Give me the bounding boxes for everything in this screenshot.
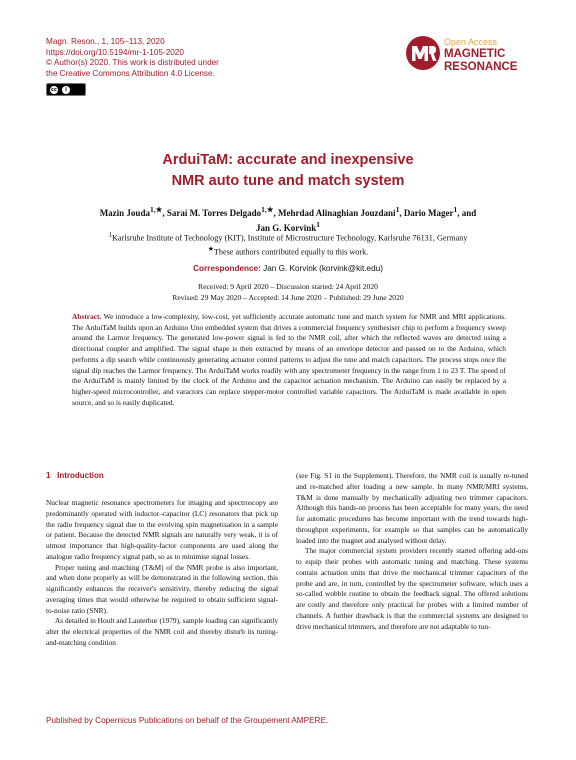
cc-icon: cc: [51, 86, 57, 93]
author-name[interactable]: , Mehrdad Alinaghian Jouzdani: [273, 208, 396, 218]
mr-logo-mark: [404, 34, 442, 72]
section-title: Introduction: [57, 471, 104, 480]
doi-link[interactable]: https://doi.org/10.5194/mr-1-105-2020: [46, 47, 184, 57]
title-line-1: ArduiTaM: accurate and inexpensive: [162, 152, 414, 168]
publication-dates: [0, 281, 576, 303]
author-name[interactable]: , Dario Mager: [399, 208, 454, 218]
author-conjunction: , and: [457, 208, 477, 218]
journal-name: [444, 48, 517, 74]
correspondence-contact[interactable]: Jan G. Korvink (korvink@kit.edu): [263, 264, 383, 273]
journal-name-line-1: MAGNETIC: [444, 48, 506, 60]
license-line-1: © Author(s) 2020. This work is distributed under: [46, 58, 219, 68]
abstract-label: Abstract.: [72, 312, 102, 321]
author-name[interactable]: Jan G. Korvink: [255, 223, 317, 233]
publisher-footer: Published by Copernicus Publications on behalf of the Groupement AMPERE.: [46, 716, 329, 725]
affiliation-superscript: 1: [108, 232, 112, 239]
abstract: [72, 312, 506, 408]
body-column-left: [46, 498, 278, 649]
paper-title: [0, 150, 576, 192]
author-name[interactable]: Mazin Jouda: [99, 208, 150, 218]
dates-line-2: Revised: 29 May 2020 – Accepted: 14 June 2020 – Published: 29 June 2020: [172, 293, 404, 302]
author-superscript: 1,★: [149, 205, 163, 214]
cc-by-badge[interactable]: [46, 83, 86, 96]
body-paragraph: As detailed in Hoult and Lauterbur (1979), sample loading can significantly alter the electrical properties of the NMR coil and thereby disturb its tuning-and-matching condition: [46, 616, 278, 647]
author-superscript: 1: [395, 205, 400, 214]
correspondence-label: Correspondence:: [193, 264, 261, 273]
author-name[interactable]: , Saraí M. Torres Delgado: [162, 208, 262, 218]
abstract-text: We introduce a low-complexity, low-cost, yet sufficiently accurate automatic tune and match system for NMR and MRI applications. The ArduiTaM builds upon an Arduino Uno embedded system that drives a commercial frequency synthesiser chip to perform a frequency sweep around the Larmor frequency. The generated low-power signal is fed to the NMR coil, after which the reflected waves are detected using a directional coupler and amplified. The signal shape is then extracted by means of an envelope detector and passed on to the Arduino, which performs a dip search while continuously generating actuator control patterns to adjust the tune and match capacitors. The process stops once the signal dip reaches the Larmor frequency. The ArduiTaM works readily with any spectrometer frequency in the range from 1 to 23 T. The speed of the ArduiTaM is mainly limited by the clock of the Arduino and the capacitor actuation mechanism. The Arduino can easily be replaced by a higher-speed microcontroller, and varactors can replace stepper-motor controlled variable capacitors. The ArduiTaM is made available in open source, and so is easily duplicated.: [72, 312, 506, 407]
body-paragraph: (see Fig. S1 in the Supplement). Therefore, the NMR coil is usually re-tuned and re-matched after loading a new sample. In many NMR/MRI systems, T&M is done manually by mechanically adjusting two trimmer capacitors. Although this hands-on process has been acceptable for many years, the need for automatic procedures has become important with the trend towards high-throughput experiments, for example so that samples can be automatically loaded into the magnet and analysed without delay.: [296, 471, 528, 545]
dates-line-1: Received: 9 April 2020 – Discussion started: 24 April 2020: [198, 282, 378, 291]
section-number: 1: [46, 471, 51, 480]
correspondence: [0, 264, 576, 273]
body-paragraph: The major commercial system providers recently started offering add-ons to equip their probes with automatic tuning and matching. These systems contain actuation units that drive the mechanical trimmer capacitors of the probe and are, in turn, controlled by the spectrometer software, which uses a so-called wobble routine to obtain the feedback signal. The offered solutions are costly and therefore only practical for probes with a limited number of channels. A further drawback is that the commercial systems are designed to drive mechanical trimmers, and therefore are not adaptable to tun-: [296, 546, 528, 631]
title-line-2: NMR auto tune and match system: [171, 173, 405, 189]
section-heading: [46, 471, 104, 480]
body-column-right: [296, 471, 528, 632]
affiliation-text: Karlsruhe Institute of Technology (KIT), Institute of Microstructure Technology, Karlsruhe 76131, Germany: [111, 233, 468, 243]
journal-header: [46, 37, 296, 79]
license-line-2[interactable]: the Creative Commons Attribution 4.0 License.: [46, 68, 215, 78]
journal-logo[interactable]: [404, 34, 544, 80]
body-paragraph: Nuclear magnetic resonance spectrometers for imaging and spectroscopy are predominantly operated with inductor–capacitor (LC) resonators that pick up the radio frequency signal due to the evolving spin magnetisation in a sample or patient. Because the detected NMR signals are naturally very weak, it is of utmost importance that high-quality-factor components are used along the analogue radio frequency signal path, so as to minimise signal losses.: [46, 498, 278, 561]
affiliation-1: [50, 230, 526, 244]
journal-name-line-2: RESONANCE: [444, 61, 518, 73]
author-superscript: 1,★: [261, 205, 274, 214]
author-superscript: 1: [316, 220, 320, 229]
equal-contribution-note: [50, 244, 526, 258]
author-superscript: 1: [453, 205, 458, 214]
star-icon: ★: [207, 245, 214, 253]
by-attribution-icon: i: [62, 86, 70, 94]
equal-contribution-text: These authors contributed equally to this work.: [213, 247, 369, 257]
affiliations: [50, 230, 526, 257]
open-access-label: Open Access: [444, 37, 498, 47]
body-paragraph: Proper tuning and matching (T&M) of the NMR probe is also important, and when done properly as will be demonstrated in the following section, this significantly enhances the receiver's sensitivity, thereby reducing the signal averaging times that would otherwise be required to obtain sufficient signal-to-noise ratio (SNR).: [46, 562, 278, 615]
journal-citation: Magn. Reson., 1, 105–113, 2020: [46, 37, 165, 46]
